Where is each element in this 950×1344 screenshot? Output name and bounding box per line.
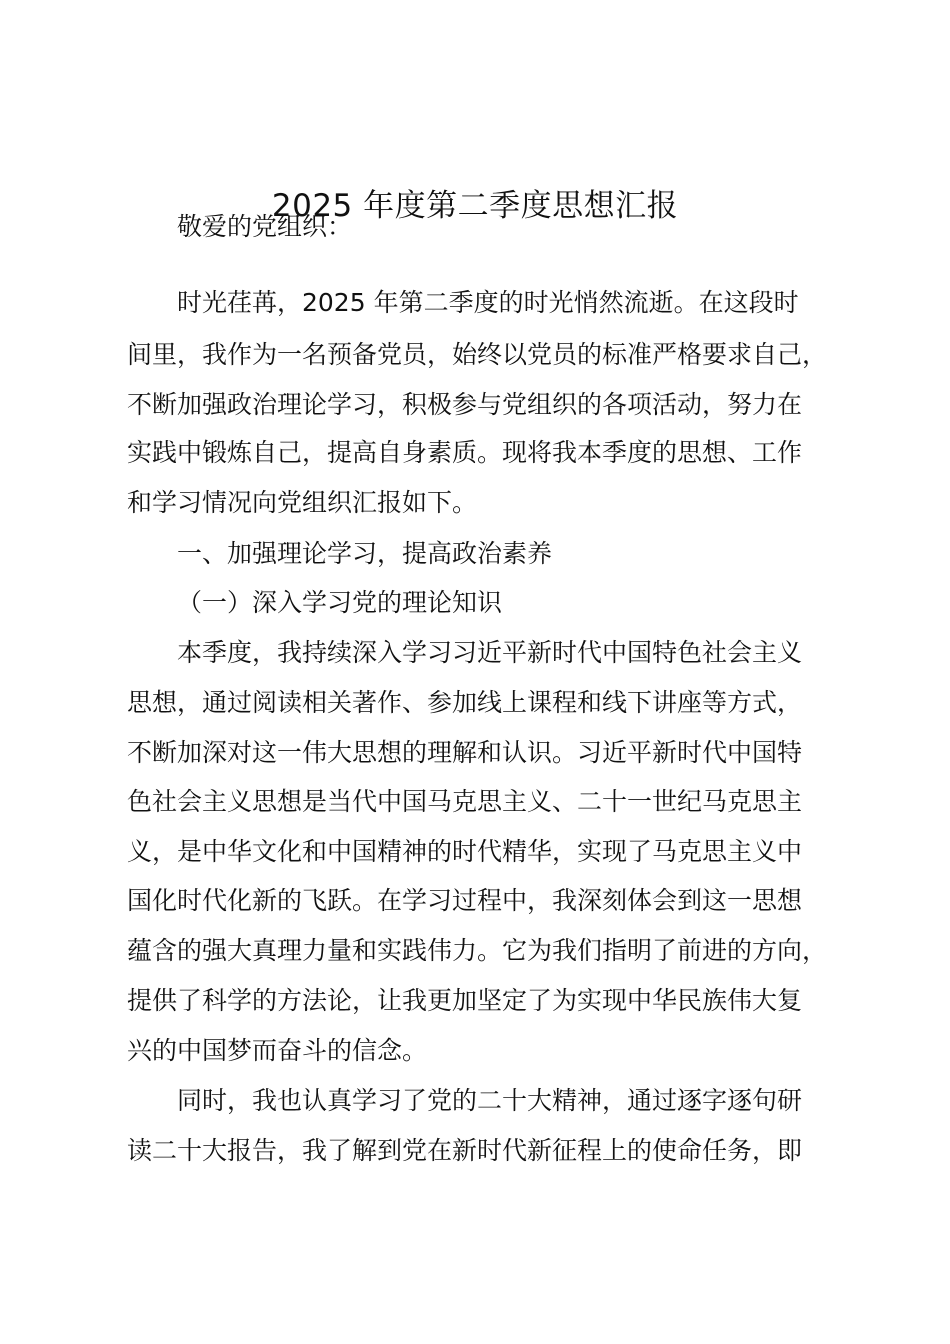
paragraph-line: 时光荏苒，2025 年第二季度的时光悄然流逝。在这段时: [177, 288, 799, 317]
paragraph-line: 兴的中国梦而奋斗的信念。: [127, 1036, 428, 1065]
paragraph-line: 色社会主义思想是当代中国马克思主义、二十一世纪马克思主: [127, 787, 803, 816]
salutation: 敬爱的党组织：: [177, 212, 353, 241]
paragraph-line: 蕴含的强大真理力量和实践伟力。它为我们指明了前进的方向，: [127, 936, 828, 965]
paragraph-line: 国化时代化新的飞跃。在学习过程中，我深刻体会到这一思想: [127, 886, 803, 915]
paragraph-line: 不断加强政治理论学习，积极参与党组织的各项活动，努力在: [127, 390, 803, 419]
paragraph-line: 提供了科学的方法论，让我更加坚定了为实现中华民族伟大复: [127, 986, 803, 1015]
paragraph-line: 和学习情况向党组织汇报如下。: [127, 488, 478, 517]
document-title: 2025 年度第二季度思想汇报: [271, 188, 679, 224]
paragraph-line: 同时，我也认真学习了党的二十大精神，通过逐字逐句研: [177, 1086, 803, 1115]
subsection-heading: （一）深入学习党的理论知识: [177, 588, 503, 617]
paragraph-line: 思想，通过阅读相关著作、参加线上课程和线下讲座等方式，: [127, 688, 803, 717]
paragraph-line: 实践中锻炼自己，提高自身素质。现将我本季度的思想、工作: [127, 438, 803, 467]
section-heading: 一、加强理论学习，提高政治素养: [177, 539, 553, 568]
paragraph-line: 本季度，我持续深入学习习近平新时代中国特色社会主义: [177, 638, 803, 667]
paragraph-line: 义，是中华文化和中国精神的时代精华，实现了马克思主义中: [127, 837, 803, 866]
paragraph-line: 间里，我作为一名预备党员，始终以党员的标准严格要求自己，: [127, 340, 828, 369]
paragraph-line: 不断加深对这一伟大思想的理解和认识。习近平新时代中国特: [127, 738, 803, 767]
paragraph-line: 读二十大报告，我了解到党在新时代新征程上的使命任务，即: [127, 1136, 803, 1165]
